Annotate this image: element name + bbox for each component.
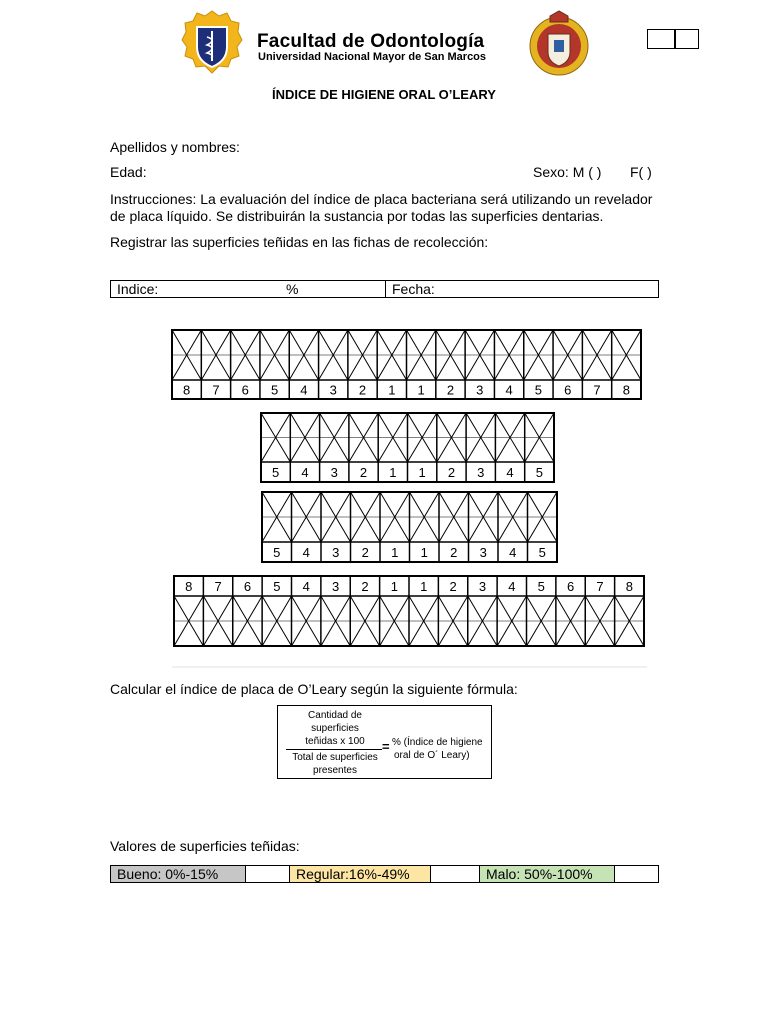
tooth-number: 7 (596, 579, 604, 594)
odontogram-row-upper-deciduous (261, 413, 554, 482)
tooth-lower-permanent-12[interactable] (527, 576, 556, 646)
tooth-lower-permanent-4[interactable] (292, 576, 321, 646)
tooth-number: 8 (185, 579, 193, 594)
tooth-number: 4 (506, 465, 514, 480)
tooth-lower-deciduous-5[interactable] (410, 492, 440, 562)
tooth-number: 8 (625, 579, 633, 594)
tooth-upper-permanent-13[interactable] (553, 330, 582, 399)
tooth-lower-permanent-3[interactable] (262, 576, 291, 646)
date-cell[interactable] (386, 281, 658, 297)
fraction-bar (286, 749, 382, 750)
tooth-lower-permanent-14[interactable] (585, 576, 614, 646)
tooth-upper-permanent-4[interactable] (289, 330, 318, 399)
code-box[interactable] (647, 29, 699, 49)
tooth-lower-permanent-5[interactable] (321, 576, 350, 646)
formula-intro: Calcular el índice de placa de O’Leary según la siguiente fórmula: (110, 681, 518, 697)
formula-num-1: Cantidad de (308, 710, 362, 721)
value-regular: Regular:16%-49% (290, 866, 431, 882)
tooth-lower-permanent-11[interactable] (497, 576, 526, 646)
faculty-name: Facultad de Odontología (257, 31, 485, 52)
values-table (110, 865, 659, 883)
formula-num-3: teñidas x 100 (305, 736, 365, 747)
formula-den-2: presentes (313, 765, 357, 776)
tooth-number: 4 (505, 382, 513, 398)
value-regular-input[interactable] (431, 866, 480, 882)
index-cell[interactable] (111, 281, 386, 297)
instructions-line-1: Instrucciones: La evaluación del índice de placa bacteriana será utilizando un revelador (110, 191, 653, 207)
tooth-number: 3 (478, 579, 487, 594)
tooth-number: 8 (622, 382, 630, 398)
university-name: Universidad Nacional Mayor de San Marcos (258, 51, 487, 63)
value-good: Bueno: 0%-15% (111, 866, 246, 882)
tooth-upper-deciduous-1[interactable] (290, 413, 319, 482)
tooth-lower-permanent-15[interactable] (615, 576, 644, 646)
value-bad: Malo: 50%-100% (480, 866, 615, 882)
tooth-number: 5 (270, 382, 279, 398)
tooth-number: 2 (449, 579, 457, 594)
tooth-number: 5 (273, 545, 281, 560)
tooth-lower-permanent-2[interactable] (233, 576, 262, 646)
tooth-number: 7 (212, 382, 220, 398)
tooth-lower-permanent-0[interactable] (174, 579, 203, 646)
tooth-number: 4 (508, 579, 516, 594)
date-label: Fecha: (392, 281, 435, 297)
age-label: Edad: (110, 164, 147, 180)
tooth-upper-permanent-11[interactable] (494, 330, 523, 399)
tooth-number: 6 (243, 579, 252, 594)
tooth-number: 2 (446, 382, 455, 398)
tooth-upper-permanent-14[interactable] (582, 330, 611, 399)
tooth-lower-permanent-13[interactable] (556, 576, 585, 646)
university-crest (528, 10, 590, 78)
tooth-upper-permanent-10[interactable] (465, 330, 494, 399)
tooth-lower-deciduous-7[interactable] (469, 492, 499, 562)
tooth-lower-deciduous-2[interactable] (321, 492, 351, 562)
tooth-number: 1 (417, 382, 425, 398)
tooth-number: 3 (477, 465, 485, 480)
odontogram-row-lower-permanent (174, 576, 644, 646)
tooth-number: 3 (332, 545, 340, 560)
tooth-upper-deciduous-2[interactable] (320, 413, 349, 482)
register-label: Registrar las superficies teñidas en las fichas de recolección: (110, 234, 489, 250)
tooth-number: 6 (564, 382, 572, 398)
tooth-number: 3 (330, 465, 338, 480)
index-label: Indice: (117, 281, 159, 297)
tooth-upper-deciduous-8[interactable] (495, 413, 524, 482)
tooth-number: 2 (361, 545, 369, 560)
tooth-upper-permanent-7[interactable] (377, 330, 406, 399)
tooth-upper-permanent-2[interactable] (231, 330, 260, 399)
tooth-lower-permanent-9[interactable] (438, 576, 467, 646)
odontogram-row-lower-deciduous (262, 492, 557, 562)
tooth-lower-permanent-10[interactable] (468, 576, 497, 646)
tooth-lower-deciduous-1[interactable] (292, 492, 322, 562)
value-good-input[interactable] (246, 866, 290, 882)
tooth-number: 8 (183, 382, 191, 398)
tooth-number: 5 (538, 545, 546, 560)
tooth-number: 1 (391, 545, 399, 560)
tooth-number: 1 (389, 465, 397, 480)
tooth-number: 4 (302, 545, 310, 560)
tooth-upper-permanent-3[interactable] (260, 330, 289, 399)
tooth-upper-permanent-9[interactable] (436, 330, 465, 399)
tooth-number: 1 (420, 545, 428, 560)
instructions-line-2: de placa líquido. Se distribuirán la sustancia por todas las superficies dentarias. (110, 208, 604, 224)
formula-num-2: superficies (311, 723, 359, 734)
values-label: Valores de superficies teñidas: (110, 838, 300, 854)
tooth-number: 4 (300, 382, 308, 398)
tooth-upper-deciduous-9[interactable] (525, 413, 554, 482)
tooth-number: 2 (361, 579, 369, 594)
tooth-number: 2 (359, 465, 368, 480)
tooth-number: 1 (388, 382, 396, 398)
formula-box (277, 705, 492, 779)
tooth-upper-permanent-12[interactable] (524, 330, 553, 399)
tooth-number: 3 (479, 545, 487, 560)
tooth-lower-deciduous-9[interactable] (528, 492, 558, 562)
tooth-number: 7 (593, 382, 601, 398)
tooth-number: 5 (272, 465, 280, 480)
tooth-upper-deciduous-0[interactable] (261, 413, 290, 480)
faculty-logo (181, 9, 243, 77)
tooth-number: 5 (535, 465, 543, 480)
tooth-lower-deciduous-0[interactable] (262, 492, 292, 560)
value-bad-input[interactable] (615, 866, 658, 882)
tooth-number: 1 (420, 579, 428, 594)
tooth-number: 3 (329, 382, 337, 398)
tooth-number: 7 (214, 579, 222, 594)
tooth-lower-permanent-6[interactable] (350, 576, 379, 646)
tooth-number: 5 (537, 579, 545, 594)
tooth-lower-deciduous-8[interactable] (498, 492, 528, 562)
tooth-lower-deciduous-4[interactable] (380, 492, 410, 562)
tooth-number: 4 (301, 465, 309, 480)
tooth-number: 4 (509, 545, 517, 560)
tooth-number: 2 (447, 465, 456, 480)
tooth-upper-deciduous-3[interactable] (349, 413, 378, 482)
tooth-upper-deciduous-6[interactable] (437, 413, 466, 482)
tooth-number: 5 (273, 579, 281, 594)
tooth-number: 1 (390, 579, 398, 594)
tooth-upper-permanent-5[interactable] (319, 330, 348, 399)
names-label: Apellidos y nombres: (110, 139, 240, 155)
tooth-upper-permanent-1[interactable] (201, 330, 230, 399)
page-title: ÍNDICE DE HIGIENE ORAL O’LEARY (272, 87, 496, 102)
tooth-number: 4 (302, 579, 310, 594)
formula-den-1: Total de superficies (292, 752, 378, 763)
tooth-upper-deciduous-5[interactable] (408, 413, 437, 482)
tooth-number: 6 (566, 579, 575, 594)
tooth-number: 3 (331, 579, 340, 594)
sex-m-label: Sexo: M ( ) (533, 164, 602, 180)
tooth-lower-permanent-7[interactable] (380, 576, 409, 646)
tooth-lower-deciduous-6[interactable] (439, 492, 469, 562)
tooth-lower-permanent-1[interactable] (203, 576, 232, 646)
odontogram-row-upper-permanent (172, 330, 641, 399)
formula-result-1: % (Índice de higiene (392, 737, 483, 748)
tooth-upper-permanent-15[interactable] (612, 330, 641, 399)
index-table (110, 280, 659, 298)
tooth-upper-permanent-0[interactable] (172, 330, 201, 398)
tooth-number: 1 (418, 465, 426, 480)
tooth-upper-permanent-6[interactable] (348, 330, 377, 399)
tooth-upper-deciduous-4[interactable] (378, 413, 407, 482)
tooth-upper-deciduous-7[interactable] (466, 413, 495, 482)
formula-result-2: oral de O´ Leary) (394, 750, 470, 761)
tooth-number: 3 (476, 382, 484, 398)
tooth-lower-permanent-8[interactable] (409, 576, 438, 646)
formula-equals: = (382, 739, 390, 754)
tooth-number: 2 (358, 382, 367, 398)
tooth-number: 5 (534, 382, 543, 398)
tooth-lower-deciduous-3[interactable] (351, 492, 381, 562)
tooth-upper-permanent-8[interactable] (407, 330, 436, 399)
tooth-number: 6 (241, 382, 249, 398)
sex-f-label: F( ) (630, 164, 652, 180)
tooth-number: 2 (450, 545, 458, 560)
percent-label: % (286, 281, 299, 297)
